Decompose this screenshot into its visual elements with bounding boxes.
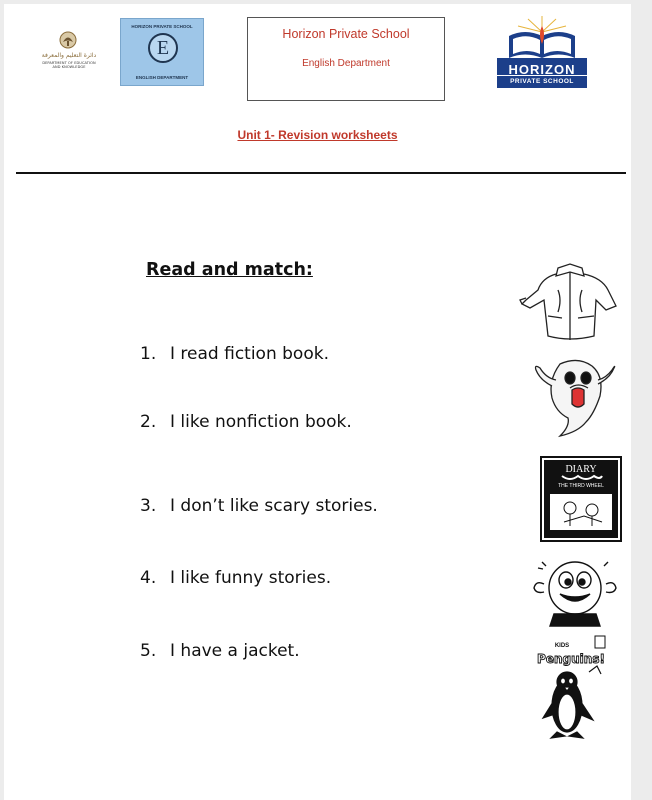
badge-letter: E xyxy=(148,33,178,63)
jacket-icon xyxy=(518,260,622,346)
ghost-icon xyxy=(530,356,620,438)
sentence-item xyxy=(140,568,331,588)
sentence-text: I read fiction book. xyxy=(170,344,329,364)
penguin-book-picture xyxy=(537,632,609,742)
book-cover-title: DIARY xyxy=(565,464,597,475)
badge-school-name: HORIZON PRIVATE SCHOOL xyxy=(131,24,193,29)
adek-arabic-name: دائرة التعليم والمعرفة xyxy=(41,52,97,59)
penguin-title: Penguins! xyxy=(537,652,605,666)
penguin-brand: KIDS xyxy=(554,643,570,649)
book-cover-subtitle: THE THIRD WHEEL xyxy=(558,483,604,489)
sentence-item xyxy=(140,641,300,661)
sentence-number: 3. xyxy=(140,496,157,516)
sentence-text: I like nonfiction book. xyxy=(170,412,352,432)
horizon-logo-name: HORIZON xyxy=(508,62,576,77)
unit-title: Unit 1- Revision worksheets xyxy=(237,128,398,142)
badge-department-name: ENGLISH DEPARTMENT xyxy=(135,75,189,80)
book-cover-icon xyxy=(540,456,622,542)
horizon-school-logo xyxy=(493,14,591,90)
adek-logo xyxy=(30,30,108,70)
instruction-heading: Read and match: xyxy=(146,260,313,280)
school-title-box xyxy=(247,17,445,101)
header-divider xyxy=(16,172,626,174)
school-name: Horizon Private School xyxy=(282,27,410,41)
english-department-badge xyxy=(120,18,204,86)
adek-name-line1: DEPARTMENT OF EDUCATION xyxy=(42,61,96,65)
sentence-number: 2. xyxy=(140,412,157,432)
sentence-text: I have a jacket. xyxy=(170,641,300,661)
falcon-emblem-icon xyxy=(58,30,78,50)
sentence-number: 4. xyxy=(140,568,157,588)
funny-face-icon xyxy=(530,556,620,628)
sentence-number: 1. xyxy=(140,344,157,364)
sentence-item xyxy=(140,344,329,364)
sentence-item xyxy=(140,412,352,432)
worksheet-page xyxy=(4,4,631,800)
penguin-icon xyxy=(537,632,609,742)
sentence-number: 5. xyxy=(140,641,157,661)
department-name: English Department xyxy=(302,58,390,69)
sentence-text: I like funny stories. xyxy=(170,568,332,588)
horizon-logo-subtitle: PRIVATE SCHOOL xyxy=(510,78,574,85)
sentence-item xyxy=(140,496,378,516)
sentence-text: I don’t like scary stories. xyxy=(170,496,378,516)
adek-name-line2: AND KNOWLEDGE xyxy=(52,65,86,69)
